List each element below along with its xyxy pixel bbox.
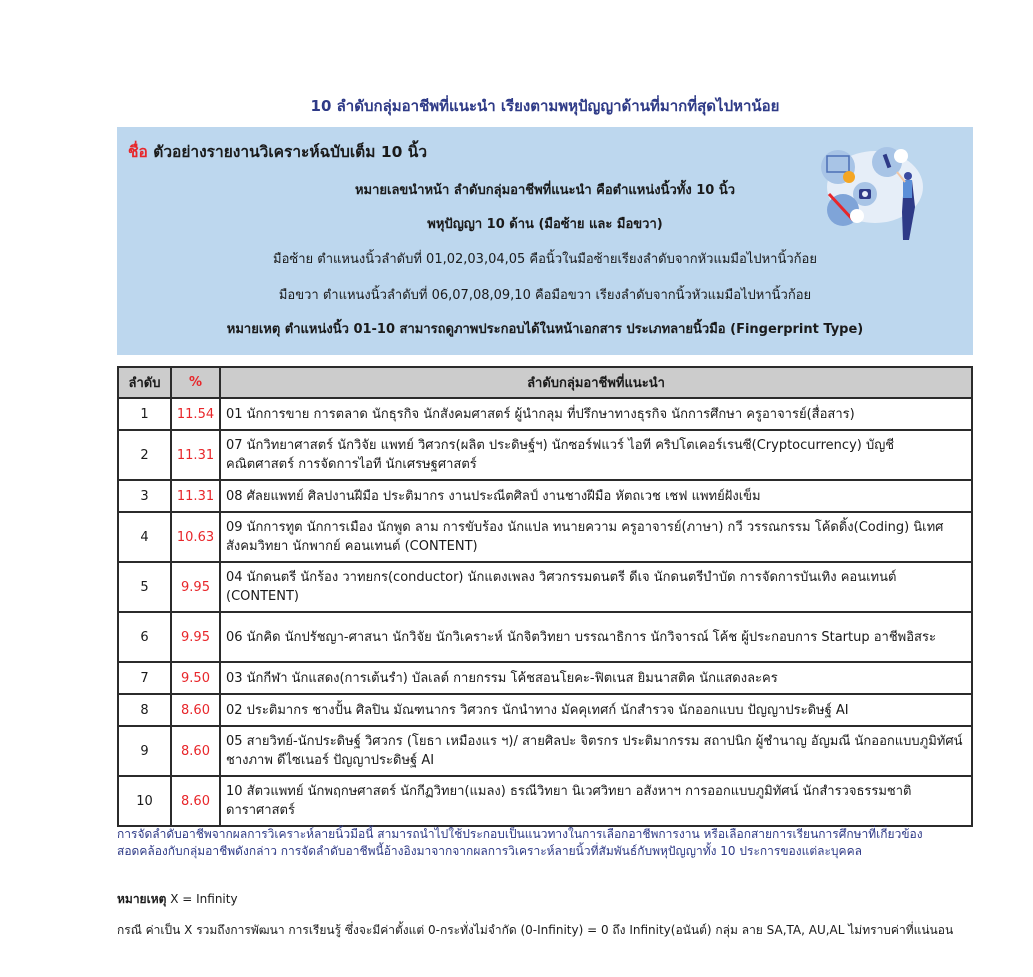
careers-cell: 04 นักดนตรี นักร้อง วาทยกร(conductor) นักแตงเพลง วิศวกรรมดนตรี ดีเจ นักดนตรีบำบัด การจัดการบันเทิง คอนเทนต์ (CONTENT) [220, 562, 972, 612]
career-illustration-icon [805, 132, 935, 247]
rank-cell: 5 [118, 562, 171, 612]
name-value: ตัวอย่างรายงานวิเคราะห์ฉบับเต็ม 10 นิ้ว [153, 143, 428, 161]
careers-cell: 08 ศัลยแพทย์ ศิลปงานฝีมือ ประติมากร งานประณีตศิลป์ งานชางฝีมือ หัตถเวช เชฟ แพทย์ฝังเข็ม [220, 480, 972, 512]
info-box [117, 127, 973, 355]
rank-cell: 6 [118, 612, 171, 662]
note-value: X = Infinity [166, 892, 238, 906]
percent-cell: 11.31 [171, 430, 220, 480]
percent-cell: 9.95 [171, 562, 220, 612]
table-row [118, 694, 972, 726]
careers-cell: 05 สายวิทย์-นักประดิษฐ์ วิศวกร (โยธา เหมืองแร ฯ)/ สายศิลปะ จิตรกร ประติมากรรม สถาปนิก ผู้ชำนาญ อัญมณี นักออกแบบภูมิทัศน์ ชางภาพ ดีไซเนอร์ ปัญญาประดิษฐ์ AI [220, 726, 972, 776]
rank-cell: 1 [118, 398, 171, 430]
career-ranking-table [117, 366, 973, 827]
name-line [128, 139, 427, 164]
table-header-row [118, 367, 972, 398]
table-row [118, 662, 972, 694]
careers-cell: 01 นักการขาย การตลาด นักธุรกิจ นักสังคมศาสตร์ ผู้นำกลุม ที่ปรึกษาทางธุรกิจ นักการศึกษา ครูอาจารย์(สื่อสาร) [220, 398, 972, 430]
careers-cell: 06 นักคิด นักปรัชญา-ศาสนา นักวิจัย นักวิเคราะห์ นักจิตวิทยา บรรณาธิการ นักวิจารณ์ โค้ช ผู้ประกอบการ Startup อาชีพอิสระ [220, 612, 972, 662]
percent-cell: 9.95 [171, 612, 220, 662]
percent-cell: 8.60 [171, 776, 220, 826]
footer-note [117, 890, 957, 909]
percent-cell: 9.50 [171, 662, 220, 694]
rank-cell: 3 [118, 480, 171, 512]
note-label: หมายเหตุ [117, 892, 167, 906]
info-line-multiple-intelligence: พหุปัญญา 10 ด้าน (มือซ้าย และ มือขวา) [427, 217, 663, 232]
table-row [118, 776, 972, 826]
footer-paragraph: การจัดลำดับอาชีพจากผลการวิเคราะห์ลายนิ้วมือนี้ สามารถนำไปใช้ประกอบเป็นแนวทางในการเลือกอาชีพการงาน หรือเลือกสายการเรียนการศึกษาที่เกี่ยวข้องสอดคล้องกับกลุ่มอาชีพดังกล่าว การจัดลำดับอาชีพนี้อ้างอิงมาจากจากผลการวิเคราะห์ลายนิ้วที่สัมพันธ์กับพหุปัญญาทั้ง 10 ประการของแต่ละบุคคล [117, 827, 923, 858]
careers-cell: 09 นักการทูต นักการเมือง นักพูด ลาม การขับร้อง นักแปล ทนายความ ครูอาจารย์(ภาษา) กวี วรรณกรรม โค้ดดิ้ง(Coding) นิเทศ สังคมวิทยา นักพากย์ คอนเทนต์ (CONTENT) [220, 512, 972, 562]
table-row [118, 562, 972, 612]
info-line-left-hand: มือซ้าย ตำแหนงนิ้วลำดับที่ 01,02,03,04,05 คือนิ้วในมือซ้ายเรียงลำดับจากหัวแมมือไปหานิ้วก้อย [273, 252, 817, 267]
footer-case-text: กรณี ค่าเป็น X รวมถึงการพัฒนา การเรียนรู้ ซึ่งจะมีค่าตั้งแต่ 0-กระทั่งไม่จำกัด (0-Infinity) = 0 ถึง Infinity(อนันต์) กลุ่ม ลาย SA,TA, AU,AL ไม่ทราบค่าที่แน่นอน [117, 923, 954, 937]
header-percent: % [171, 367, 220, 398]
table-row [118, 612, 972, 662]
percent-cell: 8.60 [171, 726, 220, 776]
page-title: 10 ลำดับกลุ่มอาชีพที่แนะนำ เรียงตามพหุปัญญาด้านที่มากที่สุดไปหาน้อย [310, 97, 780, 115]
table-row [118, 726, 972, 776]
table-row [118, 430, 972, 480]
percent-cell: 8.60 [171, 694, 220, 726]
info-line-prefix-explanation: หมายเลขนำหน้า ลำดับกลุ่มอาชีพที่แนะนำ คือตำแหน่งนิ้วทั้ง 10 นิ้ว [354, 183, 736, 198]
rank-cell: 7 [118, 662, 171, 694]
name-label: ชื่อ [128, 143, 148, 161]
rank-cell: 8 [118, 694, 171, 726]
rank-cell: 2 [118, 430, 171, 480]
rank-cell: 9 [118, 726, 171, 776]
rank-cell: 10 [118, 776, 171, 826]
careers-cell: 03 นักกีฬา นักแสดง(การเต้นรำ) บัลเลต์ กายกรรม โค้ชสอนโยคะ-ฟิตเนส ยิมนาสติค นักแสดงละคร [220, 662, 972, 694]
careers-cell: 02 ประติมากร ชางปั้น ศิลปิน มัณฑนากร วิศวกร นักนำทาง มัคคุเทศก์ นักสำรวจ นักออกแบบ ปัญญาประดิษฐ์ AI [220, 694, 972, 726]
header-rank: ลำดับ [118, 367, 171, 398]
percent-cell: 11.54 [171, 398, 220, 430]
header-careers: ลำดับกลุ่มอาชีพที่แนะนำ [220, 367, 972, 398]
table-row [118, 398, 972, 430]
careers-cell: 10 สัตวแพทย์ นักพฤกษศาสตร์ นักกีฏวิทยา(แมลง) ธรณีวิทยา นิเวศวิทยา อสังหาฯ การออกแบบภูมิทัศน์ นักสำรวจธรรมชาติ ดาราศาสตร์ [220, 776, 972, 826]
rank-cell: 4 [118, 512, 171, 562]
table-row [118, 512, 972, 562]
percent-cell: 11.31 [171, 480, 220, 512]
table-row [118, 480, 972, 512]
percent-cell: 10.63 [171, 512, 220, 562]
careers-cell: 07 นักวิทยาศาสตร์ นักวิจัย แพทย์ วิศวกร(ผลิต ประดิษฐ์ฯ) นักซอร์ฟแวร์ ไอที คริปโตเคอร์เรนซี(Cryptocurrency) บัญชี คณิตศาสตร์ การจัดการไอที นักเศรษฐศาสตร์ [220, 430, 972, 480]
info-line-note: หมายเหตุ ตำแหน่งนิ้ว 01-10 สามารถดูภาพประกอบได้ในหน้าเอกสาร ประเภทลายนิ้วมือ (Fingerprint Type) [226, 322, 864, 337]
info-line-right-hand: มือขวา ตำแหนงนิ้วลำดับที่ 06,07,08,09,10 คือมือขวา เรียงลำดับจากนิ้วหัวแมมือไปหานิ้วก้อย [278, 288, 812, 303]
